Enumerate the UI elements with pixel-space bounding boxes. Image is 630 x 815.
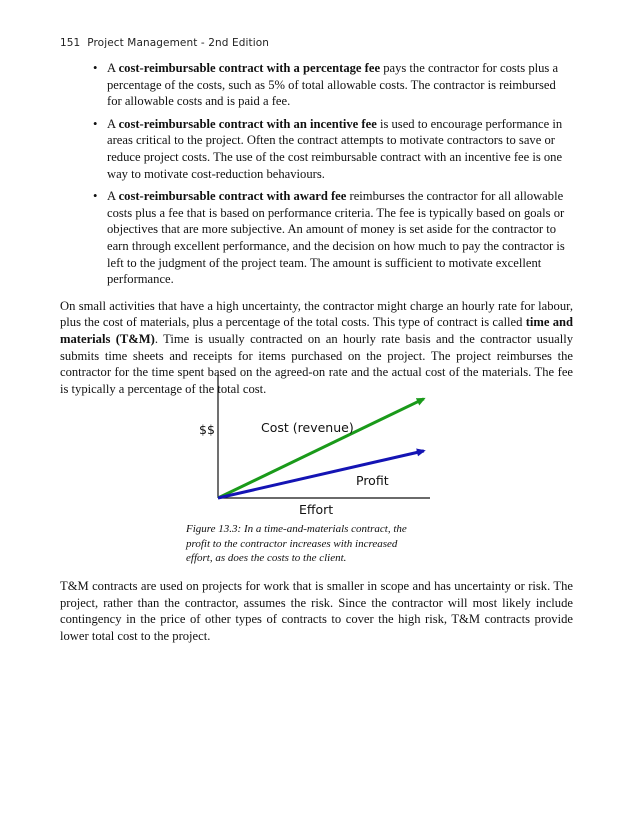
figure-caption: Figure 13.3: In a time-and-materials contract, the profit to the contractor increases with increased effort, as does the costs to the client. — [186, 523, 407, 565]
bullet-prefix: A — [107, 116, 119, 131]
series-label-cost: Cost (revenue) — [261, 420, 354, 435]
paragraph-term: time and materials (T&M) — [60, 315, 573, 346]
bullet-text: is used to encourage performance in areas critical to the project. Often the contract attempts to motivate contractors to save or reduce project costs. The use of the cost reimbursable contract with an incentive fee is one way to motivate cost-reduction behaviours. — [107, 116, 563, 181]
series-label-profit: Profit — [356, 473, 389, 488]
bullet-text: pays the contractor for costs plus a percentage of the costs, such as 5% of total allowable costs. The contractor is reimbursed for allowable costs and is paid a fee. — [107, 61, 559, 109]
bullet-term: cost-reimbursable contract with an incentive fee — [118, 116, 377, 131]
x-axis-label: Effort — [299, 502, 334, 517]
bullet-term: cost-reimbursable contract with award fee — [118, 189, 347, 204]
list-item — [93, 60, 570, 110]
y-axis-label: $$ — [199, 422, 215, 437]
book-title: Project Management - 2nd Edition — [87, 37, 269, 49]
profit-line — [218, 451, 424, 498]
list-item — [93, 116, 570, 182]
running-header — [60, 37, 269, 49]
page-content — [60, 60, 573, 397]
bullet-icon: • — [93, 116, 98, 131]
cost-revenue-line — [218, 399, 424, 498]
bullet-prefix: A — [107, 61, 119, 75]
risk-paragraph: T&M contracts are used on projects for work that is smaller in scope and has uncertainty or risk. The project, rather than the contractor, assumes the risk. Since the contractor will most likely include contingency in the price of other types of contracts to cover the high risk, T&M contracts provide lower total cost to the project. — [60, 579, 573, 643]
bullet-term: cost-reimbursable contract with a percentage fee — [118, 61, 381, 75]
paragraph-text: On small activities that have a high uncertainty, the contractor might charge an hourly rate for labour, plus the cost of materials, plus a percentage of the total costs. This type of contract is called — [60, 298, 573, 330]
list-item — [93, 188, 570, 288]
paragraph-text: . Time is usually contracted on an hourly rate basis and the contractor usually submits time sheets and receipts for items purchased on the project. The project reimburses the contractor for the time spent based on the agreed-on rate and the actual cost of the materials. The fee is typically a percentage of the total cost. — [60, 331, 574, 396]
bullet-icon: • — [93, 61, 98, 75]
tm-chart — [185, 370, 445, 520]
bullet-icon: • — [93, 189, 98, 204]
page-number: 151 — [60, 37, 81, 49]
bullet-text: reimburses the contractor for all allowable costs plus a fee that is based on performance criteria. The fee is typically based on goals or objectives that are more subjective. An amount of money is set aside for the contractor to earn through excellent performance, and the decision on how much to pay the contractor is left to the judgment of the project team. The amount is sufficient to motivate excellent performance. — [107, 189, 565, 287]
bullet-prefix: A — [107, 189, 119, 204]
contract-type-list — [60, 60, 573, 288]
